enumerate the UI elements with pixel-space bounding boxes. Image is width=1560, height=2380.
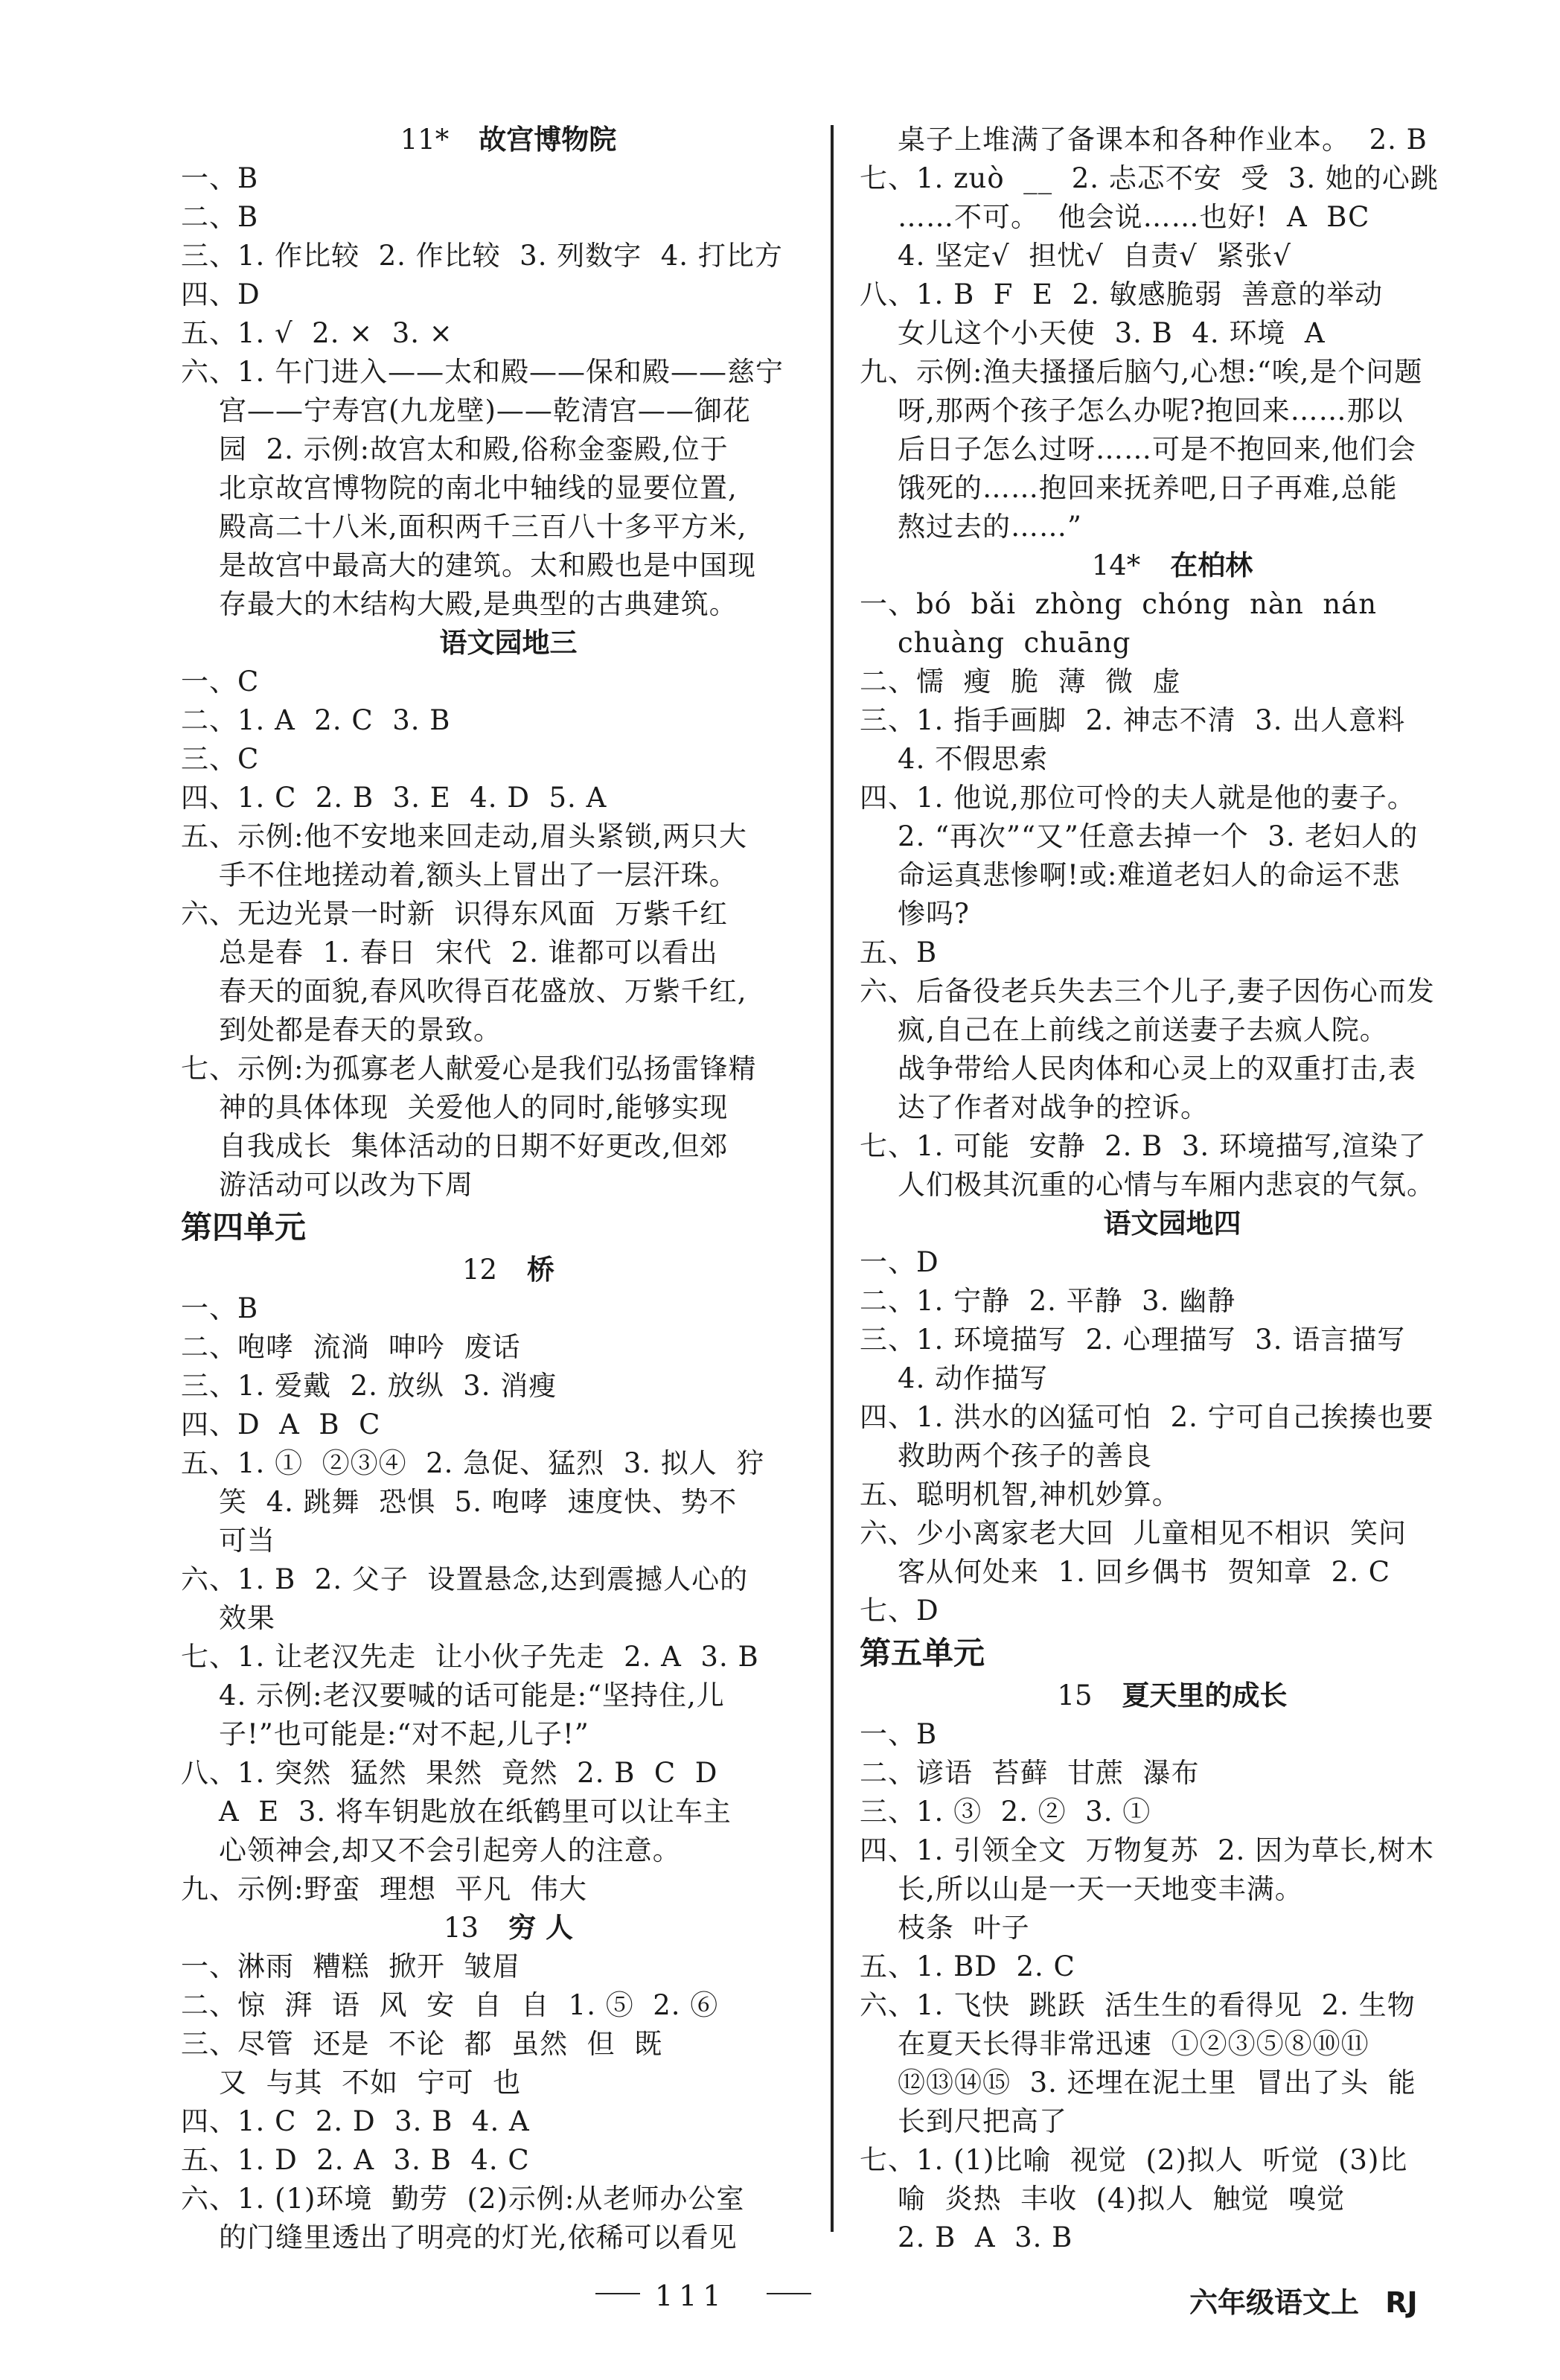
answer-line: 自我成长 集体活动的日期不好更改,但郊: [181, 1130, 729, 1162]
answer-line: 战争带给人民肉体和心灵上的双重打击,表: [860, 1053, 1416, 1085]
lesson-title: [860, 1676, 1485, 1715]
grade-subject-label: 六年级语文上: [1189, 2286, 1360, 2319]
answer-line: 三、1. 爱戴 2. 放纵 3. 消瘦: [181, 1370, 557, 1402]
lesson-title: [181, 121, 836, 159]
answer-line: 六、1. (1)环境 勤劳 (2)示例:从老师办公室: [181, 2183, 745, 2215]
answer-line: 达了作者对战争的控诉。: [860, 1091, 1209, 1123]
answer-line: 四、D A B C: [181, 1408, 381, 1441]
left-column: [181, 121, 836, 2257]
answer-line: 五、1. ① ②③④ 2. 急促、猛烈 3. 拟人 狞: [181, 1447, 765, 1479]
answer-line: 二、惊 湃 语 风 安 自 自 1. ⑤ 2. ⑥: [181, 1989, 719, 2021]
answer-line: 到处都是春天的景致。: [181, 1014, 502, 1046]
answer-line: 七、1. zuò __ 2. 忐忑不安 受 3. 她的心跳: [860, 162, 1439, 194]
answer-line: 在夏天长得非常迅速 ①②③⑤⑧⑩⑪: [860, 2028, 1369, 2060]
answer-line: 三、1. 指手画脚 2. 神志不清 3. 出人意料: [860, 704, 1406, 736]
page-number: 111: [655, 2279, 727, 2312]
answer-line: 五、1. D 2. A 3. B 4. C: [181, 2144, 530, 2176]
answer-line: 存最大的木结构大殿,是典型的古典建筑。: [181, 588, 738, 620]
answer-line: 的门缝里透出了明亮的灯光,依稀可以看见: [181, 2221, 738, 2253]
answer-line: chuàng chuāng: [860, 627, 1131, 659]
answer-line: 后日子怎么过呀……可是不抱回来,他们会: [860, 433, 1416, 465]
answer-line: 二、懦 瘦 脆 薄 微 虚: [860, 666, 1181, 698]
answer-line: 2. “再次”“又”任意去掉一个 3. 老妇人的: [860, 820, 1419, 852]
answer-line: 七、1. (1)比喻 视觉 (2)拟人 听觉 (3)比: [860, 2144, 1408, 2176]
answer-line: 喻 炎热 丰收 (4)拟人 触觉 嗅觉: [860, 2183, 1346, 2215]
answer-line: 三、1. 作比较 2. 作比较 3. 列数字 4. 打比方: [181, 240, 783, 272]
lesson-title-text: 穷 人: [508, 1912, 573, 1944]
answer-line: 可当: [181, 1525, 276, 1557]
answer-line: 八、1. 突然 猛然 果然 竟然 2. B C D: [181, 1757, 718, 1789]
answer-line: 2. B A 3. B: [860, 2221, 1073, 2253]
answer-line: 八、1. B F E 2. 敏感脆弱 善意的举动: [860, 278, 1384, 310]
answer-line: 四、1. 洪水的凶猛可怕 2. 宁可自己挨揍也要: [860, 1401, 1434, 1433]
answer-line: 六、少小离家老大回 儿童相见不相识 笑问: [860, 1517, 1407, 1549]
answer-line: 五、聪明机智,神机妙算。: [860, 1478, 1180, 1510]
answer-line: A E 3. 将车钥匙放在纸鹤里可以让车主: [181, 1796, 732, 1828]
answer-line: 疯,自己在上前线之前送妻子去疯人院。: [860, 1014, 1388, 1046]
answer-line: ⑫⑬⑭⑮ 3. 还埋在泥土里 冒出了头 能: [860, 2067, 1416, 2099]
answer-line: 三、1. ③ 2. ② 3. ①: [860, 1796, 1151, 1828]
answer-line: 三、尽管 还是 不论 都 虽然 但 既: [181, 2028, 663, 2060]
answer-line: 长到尺把高了: [860, 2105, 1068, 2137]
answer-line: 四、D: [181, 278, 260, 310]
answer-line: 殿高二十八米,面积两千三百八十多平方米,: [181, 511, 747, 543]
lesson-title-text: 夏天里的成长: [1122, 1679, 1288, 1711]
answer-line: 心领神会,却又不会引起旁人的注意。: [181, 1834, 681, 1866]
lesson-title: [181, 624, 836, 663]
answer-line: 六、1. B 2. 父子 设置悬念,达到震撼人心的: [181, 1563, 749, 1595]
answer-line: 园 2. 示例:故宫太和殿,俗称金銮殿,位于: [181, 433, 729, 465]
answer-line: 效果: [181, 1602, 276, 1634]
answer-line: 四、1. 他说,那位可怜的夫人就是他的妻子。: [860, 782, 1416, 814]
answer-line: 二、1. A 2. C 3. B: [181, 704, 451, 736]
answer-line: 七、D: [860, 1595, 939, 1627]
answer-line: 熬过去的……”: [860, 511, 1082, 543]
answer-line: 一、C: [181, 666, 260, 698]
answer-line: 4. 坚定√ 担忧√ 自责√ 紧张√: [860, 240, 1291, 272]
lesson-number: 13: [444, 1912, 479, 1944]
answer-line: 一、bó bǎi zhòng chóng nàn nán: [860, 588, 1378, 620]
answer-line: 饿死的……抱回来抚养吧,日子再难,总能: [860, 472, 1398, 504]
answer-line: 二、咆哮 流淌 呻吟 废话: [181, 1331, 521, 1363]
lesson-number: 14*: [1091, 549, 1141, 581]
answer-line: 六、1. 午门进入——太和殿——保和殿——慈宁: [181, 356, 784, 388]
answer-line: 五、1. BD 2. C: [860, 1950, 1075, 1982]
answer-line: 长,所以山是一天一天地变丰满。: [860, 1873, 1303, 1905]
answer-line: 一、淋雨 糟糕 掀开 皱眉: [181, 1950, 521, 1982]
answer-line: 4. 示例:老汉要喊的话可能是:“坚持住,儿: [181, 1679, 725, 1711]
lesson-number: 15: [1057, 1679, 1093, 1711]
answer-line: 人们极其沉重的心情与车厢内悲哀的气氛。: [860, 1169, 1436, 1201]
answer-line: 六、1. 飞快 跳跃 活生生的看得见 2. 生物: [860, 1989, 1416, 2021]
lesson-title-text: 在柏林: [1170, 549, 1253, 581]
lesson-title: [860, 1205, 1485, 1243]
answer-line: 一、B: [860, 1718, 938, 1750]
answer-line: 4. 动作描写: [860, 1362, 1049, 1394]
answer-line: 救助两个孩子的善良: [860, 1440, 1153, 1472]
answer-line: 一、B: [181, 162, 259, 194]
lesson-number: 12: [461, 1254, 498, 1286]
answer-line: 4. 不假思索: [860, 743, 1049, 775]
answer-line: 一、B: [181, 1292, 259, 1324]
answer-line: ……不可。 他会说……也好! A BC: [860, 201, 1370, 233]
answer-line: 笑 4. 跳舞 恐惧 5. 咆哮 速度快、势不: [181, 1486, 738, 1518]
answer-line: 客从何处来 1. 回乡偶书 贺知章 2. C: [860, 1556, 1391, 1588]
answer-line: 九、示例:野蛮 理想 平凡 伟大: [181, 1873, 588, 1905]
answer-line: 呀,那两个孩子怎么办呢?抱回来……那以: [860, 395, 1404, 427]
answer-line: 四、1. 引领全文 万物复苏 2. 因为草长,树木: [860, 1834, 1434, 1866]
answer-line: 七、示例:为孤寡老人献爱心是我们弘扬雷锋精: [181, 1053, 757, 1085]
answer-line: 神的具体体现 关爱他人的同时,能够实现: [181, 1091, 729, 1123]
answer-line: 命运真悲惨啊!或:难道老妇人的命运不悲: [860, 859, 1401, 891]
answer-line: 手不住地搓动着,额头上冒出了一层汗珠。: [181, 859, 738, 891]
lesson-title-text: 语文园地四: [1103, 1207, 1241, 1240]
answer-line: 游活动可以改为下周: [181, 1169, 474, 1201]
answer-line: 六、无边光景一时新 识得东风面 万紫千红: [181, 898, 729, 930]
answer-line: 五、示例:他不安地来回走动,眉头紧锁,两只大: [181, 820, 747, 852]
answer-line: 七、1. 让老汉先走 让小伙子先走 2. A 3. B: [181, 1641, 759, 1673]
answer-line: 四、1. C 2. B 3. E 4. D 5. A: [181, 782, 607, 814]
answer-line: 桌子上堆满了备课本和各种作业本。 2. B: [860, 124, 1428, 156]
lesson-title: [860, 546, 1485, 585]
answer-line: 又 与其 不如 宁可 也: [181, 2067, 522, 2099]
answer-line: 枝条 叶子: [860, 1912, 1030, 1944]
answer-line: 七、1. 可能 安静 2. B 3. 环境描写,渲染了: [860, 1130, 1427, 1162]
book-label: [1189, 2279, 1418, 2320]
footer-dash-left: [595, 2284, 640, 2303]
unit-heading: 第五单元: [860, 1635, 985, 1671]
answer-line: 一、D: [860, 1246, 939, 1278]
lesson-title-text: 语文园地三: [439, 627, 578, 659]
lesson-number: 11*: [400, 124, 450, 156]
answer-line: 女儿这个小天使 3. B 4. 环境 A: [860, 317, 1326, 349]
answer-line: 九、示例:渔夫搔搔后脑勺,心想:“唉,是个问题: [860, 356, 1423, 388]
answer-line: 子!”也可能是:“对不起,儿子!”: [181, 1718, 589, 1750]
answer-line: 二、谚语 苔藓 甘蔗 瀑布: [860, 1757, 1200, 1789]
answer-line: 宫——宁寿宫(九龙壁)——乾清宫——御花: [181, 395, 751, 427]
answer-line: 四、1. C 2. D 3. B 4. A: [181, 2105, 530, 2137]
answer-line: 六、后备役老兵失去三个儿子,妻子因伤心而发: [860, 975, 1435, 1007]
answer-line: 二、B: [181, 201, 259, 233]
edition-label: RJ: [1385, 2286, 1418, 2319]
answer-line: 五、B: [860, 937, 938, 969]
answer-line: 三、C: [181, 743, 260, 775]
answer-line: 二、1. 宁静 2. 平静 3. 幽静: [860, 1285, 1236, 1317]
lesson-title-text: 桥: [527, 1254, 555, 1286]
unit-heading: 第四单元: [181, 1209, 307, 1245]
answer-line: 是故宫中最高大的建筑。太和殿也是中国现: [181, 549, 757, 581]
answer-line: 惨吗?: [860, 898, 970, 930]
answer-line: 五、1. √ 2. × 3. ×: [181, 317, 453, 349]
right-column: [860, 121, 1485, 2257]
answer-line: 总是春 1. 春日 宋代 2. 谁都可以看出: [181, 937, 718, 969]
footer-dash-right: [767, 2284, 811, 2303]
lesson-title: [181, 1251, 836, 1289]
lesson-title: [181, 1909, 836, 1947]
answer-line: 春天的面貌,春风吹得百花盛放、万紫千红,: [181, 975, 747, 1007]
lesson-title-text: 故宫博物院: [479, 124, 617, 156]
answer-line: 北京故宫博物院的南北中轴线的显要位置,: [181, 472, 738, 504]
answer-line: 三、1. 环境描写 2. 心理描写 3. 语言描写: [860, 1324, 1406, 1356]
